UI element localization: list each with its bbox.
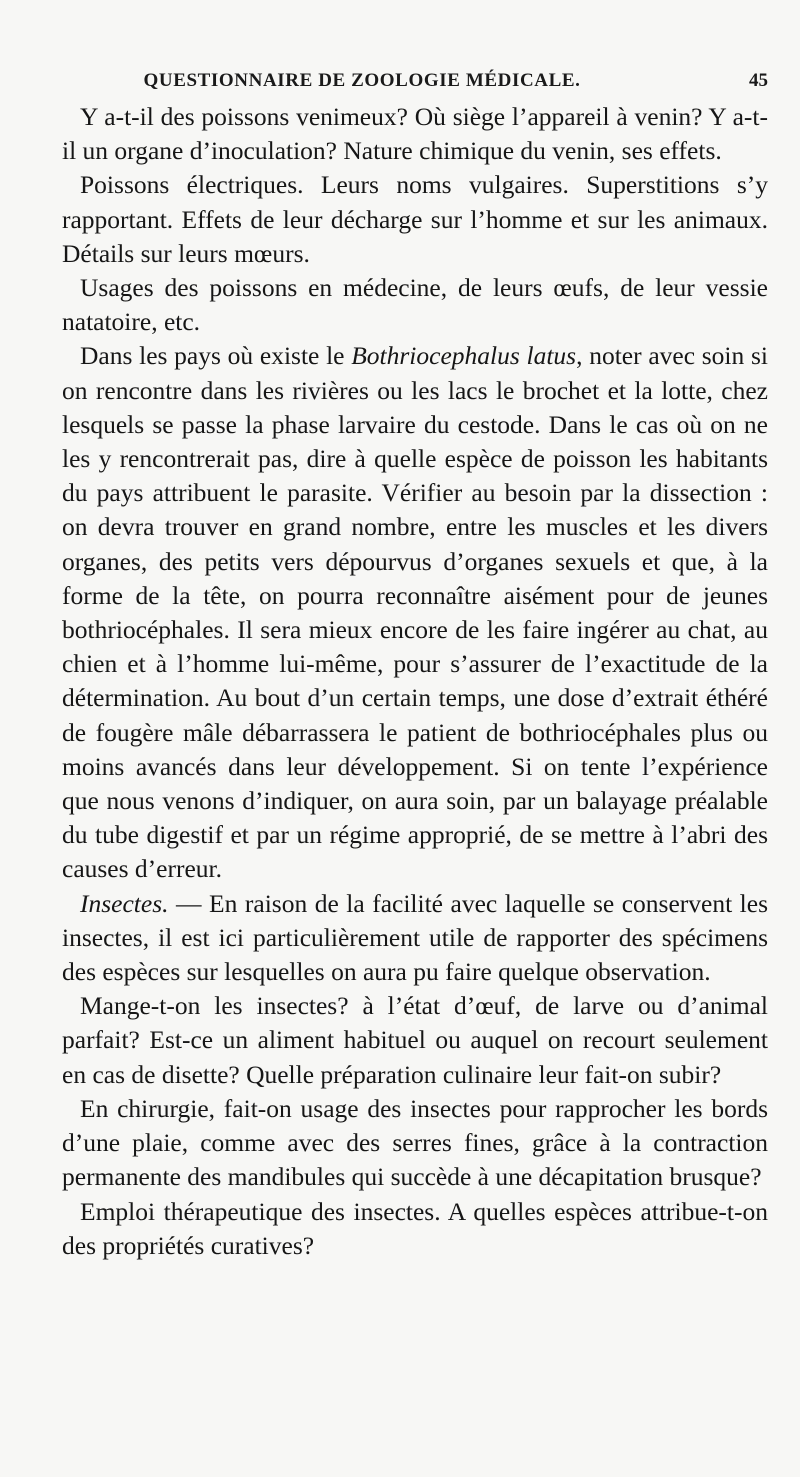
paragraph-surgery-insects: En chirurgie, fait-on usage des insectes pour rapprocher les bords d’une plaie, comme avec des serres fines, grâce à la contraction permanente des mandibules qui succède à une décapitation brusque? — [62, 1093, 768, 1192]
running-title: QUESTIONNAIRE DE ZOOLOGIE MÉDICALE. — [143, 70, 581, 91]
paragraph-insectes — [62, 887, 768, 990]
paragraph-bothriocephalus-lead: Dans les pays où existe le — [80, 341, 352, 371]
running-head — [62, 70, 768, 98]
paragraph-bothriocephalus-body: , noter avec soin si on rencontre dans les rivières ou les lacs le brochet et la lotte, chez lesquels se passe la phase larvaire du cestode. Dans le cas où on ne les y rencontrerait pas, dire à quelle espèce de poisson les habitants du pays attribuent le parasite. Vérifier au besoin par la dissection : on devra trouver en grand nombre, entre les muscles et les divers organes, des petits vers dépourvus d’organes sexuels et que, à la forme de la tête, on pourra reconnaître aisément pour de jeunes bothriocéphales. Il sera mieux encore de les faire ingérer au chat, au chien et à l’homme lui-même, pour s’assurer de l’exactitude de la détermination. Au bout d’un certain temps, une dose d’extrait éthéré de fougère mâle débarrassera le patient de bothriocéphales plus ou moins avancés dans leur développement. Si on tente l’expérience que nous venons d’indiquer, on aura soin, par un balayage préalable du tube digestif et par un régime approprié, de se mettre à l’abri des causes d’erreur. — [62, 341, 768, 884]
paragraph-fish-uses: Usages des poissons en médecine, de leurs œufs, de leur vessie natatoire, etc. — [62, 273, 768, 337]
body-text — [62, 100, 768, 1263]
paragraph-venomous-fish: Y a-t-il des poissons venimeux? Où siège l’appareil à venin? Y a-t-il un organe d’inoculation? Nature chimique du venin, ses effets. — [62, 102, 768, 166]
paragraph-insectes-body: — En raison de la facilité avec laquelle se conservent les insectes, il est ici particulièrement utile de rapporter des spécimens des espèces sur lesquelles on aura pu faire quelque observation. — [62, 888, 768, 987]
paragraph-bothriocephalus — [62, 339, 768, 886]
page-number: 45 — [749, 70, 768, 91]
species-name: Bothriocephalus latus — [351, 341, 577, 371]
paragraph-eating-insects: Mange-t-on les insectes? à l’état d’œuf, de larve ou d’animal parfait? Est-ce un aliment habituel ou auquel on recourt seulement en cas de disette? Quelle préparation culinaire leur fait-on subir? — [62, 991, 768, 1089]
paragraph-electric-fish: Poissons électriques. Leurs noms vulgaires. Superstitions s’y rapportant. Effets de leur décharge sur l’homme et sur les animaux. Détails sur leurs mœurs. — [62, 170, 768, 268]
paragraph-therapeutic-insects: Emploi thérapeutique des insectes. A quelles espèces attribue-t-on des propriétés curatives? — [62, 1196, 768, 1260]
section-heading-insectes: Insectes. — [80, 888, 169, 918]
